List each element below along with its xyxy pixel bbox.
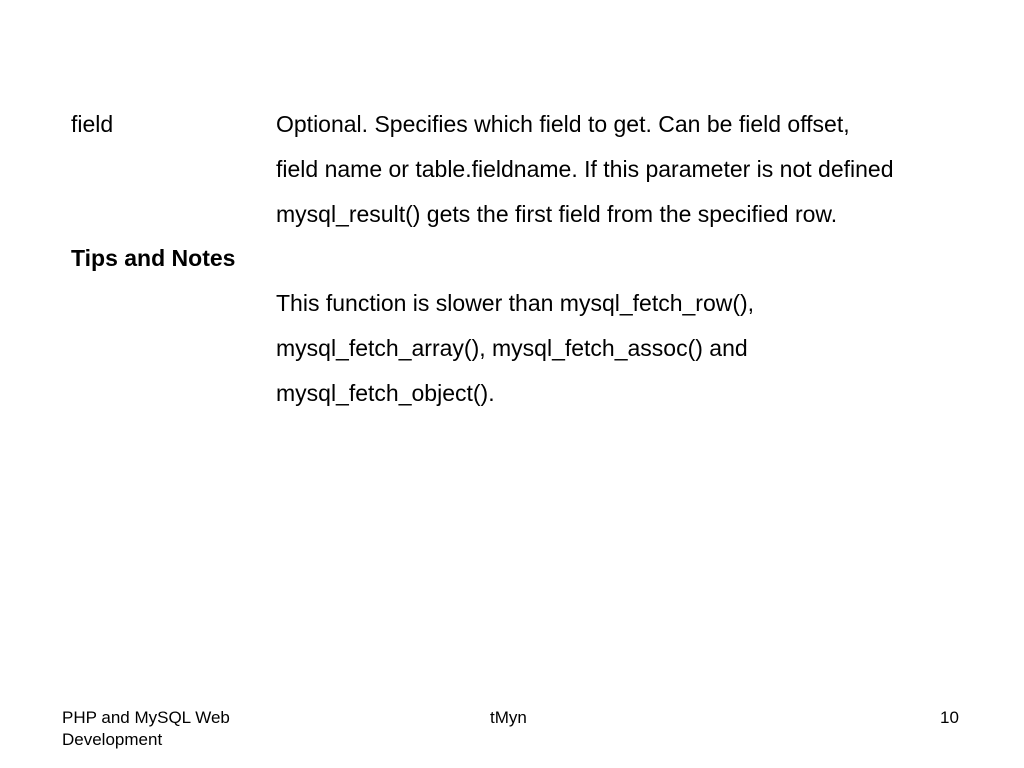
notes-line-1: This function is slower than mysql_fetch_row(), xyxy=(276,290,755,316)
param-name: field xyxy=(71,111,114,137)
param-desc-line-3: mysql_result() gets the first field from the specified row. xyxy=(276,201,838,227)
footer-course-title-line-2: Development xyxy=(62,730,163,749)
footer-page-number: 10 xyxy=(940,708,959,727)
footer-course-title xyxy=(62,707,230,751)
footer-author: tMyn xyxy=(490,708,527,727)
section-heading: Tips and Notes xyxy=(71,245,236,271)
param-desc-line-1: Optional. Specifies which field to get. Can be field offset, xyxy=(276,111,850,137)
notes-line-3: mysql_fetch_object(). xyxy=(276,380,495,406)
param-desc-line-2: field name or table.fieldname. If this parameter is not defined xyxy=(276,156,894,182)
footer-course-title-line-1: PHP and MySQL Web xyxy=(62,708,230,727)
notes-line-2: mysql_fetch_array(), mysql_fetch_assoc() and xyxy=(276,335,748,361)
